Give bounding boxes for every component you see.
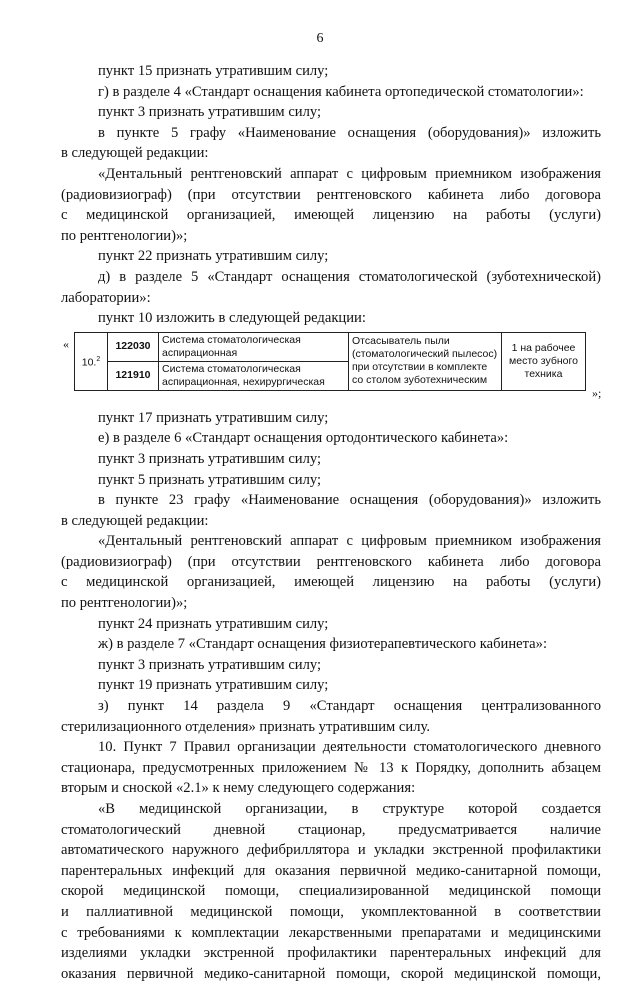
item-number: 10. xyxy=(81,356,97,369)
paragraph: пункт 24 признать утратившим силу; xyxy=(98,615,329,632)
paragraph: стерилизационного отделения» признать утратившим силу. xyxy=(61,718,430,735)
paragraph: вторым и сноской «2.1» к нему следующего содержания: xyxy=(61,780,416,797)
paragraph: пункт 10 изложить в следующей редакции: xyxy=(98,310,366,327)
paragraph: (радиовизиограф) (при отсутствии рентгеновского кабинета либо договора xyxy=(61,186,601,203)
paragraph: пункт 17 признать утратившим силу; xyxy=(98,409,329,426)
paragraph: скорой медицинской помощи, специализированной медицинской помощи xyxy=(61,883,601,900)
table-row xyxy=(75,332,586,361)
paragraph: (радиовизиограф) (при отсутствии рентгеновского кабинета либо договора xyxy=(61,553,601,570)
paragraph: 10. Пункт 7 Правил организации деятельности стоматологического дневного xyxy=(98,739,601,756)
paragraph: в пункте 23 графу «Наименование оснащения (оборудования)» изложить xyxy=(98,492,601,509)
paragraph: пункт 22 признать утратившим силу; xyxy=(98,248,329,265)
table-close-quote: »; xyxy=(592,385,602,400)
paragraph: в следующей редакции: xyxy=(61,145,209,162)
code-cell: 121910 xyxy=(108,361,159,390)
requirement-cell: Отсасыватель пыли (стоматологический пылесос) при отсутствии в комплекте со столом зуботехническим xyxy=(349,332,502,390)
item-number-cell xyxy=(75,332,108,390)
quantity-cell: 1 на рабочее место зубного техника xyxy=(502,332,586,390)
paragraph: пункт 15 признать утратившим силу; xyxy=(98,63,329,79)
paragraph: з) пункт 14 раздела 9 «Стандарт оснащения централизованного xyxy=(98,698,601,715)
paragraph: пункт 5 признать утратившим силу; xyxy=(98,471,322,488)
paragraph: «Дентальный рентгеновский аппарат с цифровым приемником изображения xyxy=(98,165,601,182)
name-cell: Система стоматологическая аспирационная, нехирургическая xyxy=(159,361,349,390)
paragraph: д) в разделе 5 «Стандарт оснащения стоматологической (зуботехнической) xyxy=(98,268,601,285)
equipment-table xyxy=(74,332,586,391)
code-cell: 122030 xyxy=(108,332,159,361)
equipment-table-block xyxy=(61,332,601,408)
paragraph: с медицинской организацией, имеющей лицензию на работы (услуги) xyxy=(61,574,601,591)
paragraph: изделиями укладки экстренной профилактики парентеральных инфекций для xyxy=(61,945,601,962)
paragraph: оказания первичной медико-санитарной помощи, скорой медицинской помощи, xyxy=(61,965,601,982)
paragraph: пункт 19 признать утратившим силу; xyxy=(98,677,329,694)
paragraph: г) в разделе 4 «Стандарт оснащения кабинета ортопедической стоматологии»: xyxy=(98,83,584,100)
paragraph: автоматического наружного дефибриллятора и укладки экстренной профилактики xyxy=(61,842,601,859)
paragraph: с требованиями к комплектации лекарственными препаратами и медицинскими xyxy=(61,924,601,941)
paragraph: парентеральных инфекций для оказания первичной медико-санитарной помощи, xyxy=(61,862,601,879)
page-number: 6 xyxy=(316,31,324,46)
paragraph: по рентгенологии)»; xyxy=(61,227,188,244)
paragraph: стационара, предусмотренных приложением № 13 к Порядку, дополнить абзацем xyxy=(61,759,601,776)
paragraph: и паллиативной медицинской помощи, укомплектованной в соответствии xyxy=(61,903,601,920)
paragraph: пункт 3 признать утратившим силу; xyxy=(98,450,322,467)
name-cell: Система стоматологическая аспирационная xyxy=(159,332,349,361)
paragraph: пункт 3 признать утратившим силу; xyxy=(98,104,322,121)
paragraph: в пункте 5 графу «Наименование оснащения (оборудования)» изложить xyxy=(98,124,601,141)
paragraph: ж) в разделе 7 «Стандарт оснащения физиотерапевтического кабинета»: xyxy=(98,636,548,653)
paragraph: в следующей редакции: xyxy=(61,512,209,529)
paragraph: лаборатории»: xyxy=(61,289,151,306)
paragraph: пункт 3 признать утратившим силу; xyxy=(98,656,322,673)
paragraph: с медицинской организацией, имеющей лицензию на работы (услуги) xyxy=(61,207,601,224)
paragraph: по рентгенологии)»; xyxy=(61,595,188,612)
paragraph: е) в разделе 6 «Стандарт оснащения ортодонтического кабинета»: xyxy=(98,430,509,447)
paragraph: «В медицинской организации, в структуре которой создается xyxy=(98,801,601,817)
table-open-quote: « xyxy=(63,336,69,351)
paragraph: «Дентальный рентгеновский аппарат с цифровым приемником изображения xyxy=(98,533,601,550)
document-body xyxy=(61,61,601,984)
paragraph: стоматологический дневной стационар, предусматривается наличие xyxy=(61,821,601,838)
item-number-sup: 2 xyxy=(96,355,101,363)
